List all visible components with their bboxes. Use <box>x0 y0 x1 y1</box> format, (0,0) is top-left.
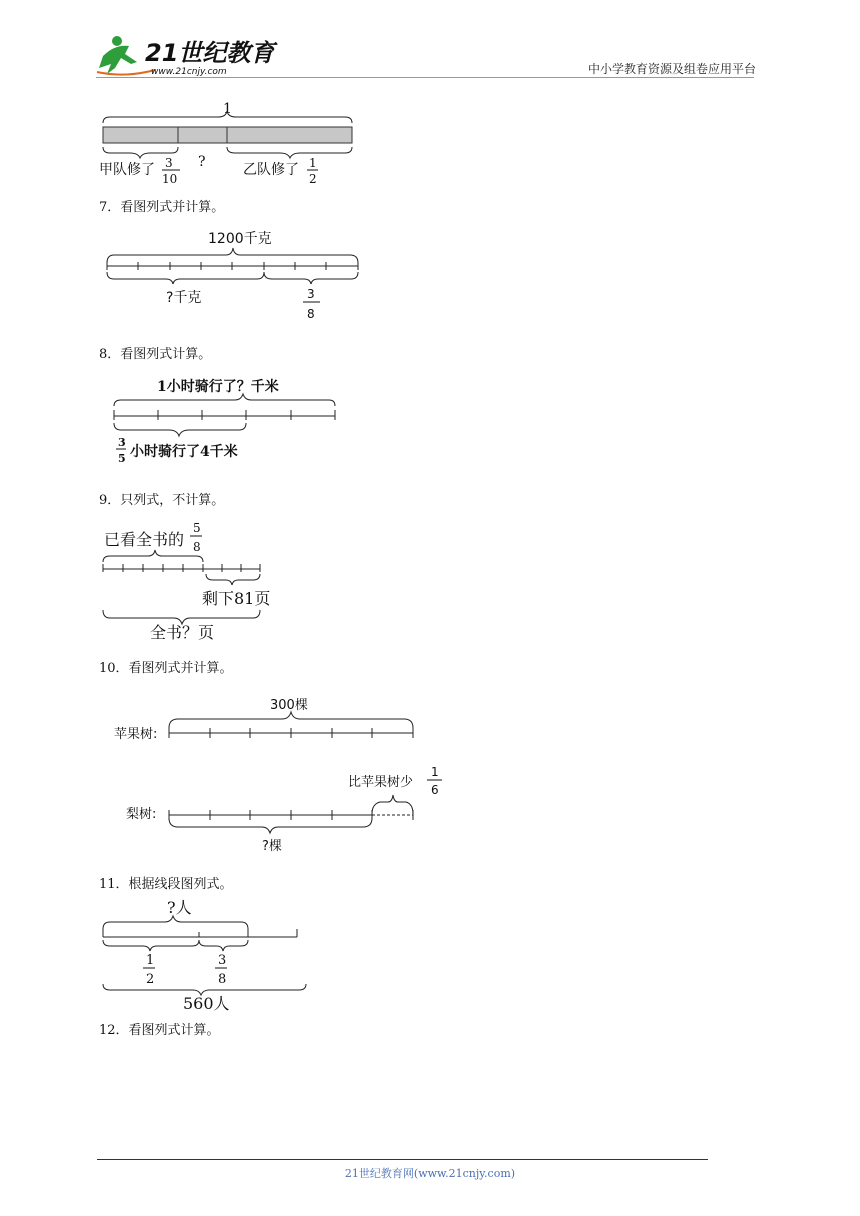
q10-num: 1 <box>431 765 439 779</box>
q7-left-label: ?千克 <box>166 290 202 306</box>
q10-question-label: ?棵 <box>262 839 282 854</box>
q10-title: 10．看图列式并计算。 <box>99 661 233 676</box>
q10-less-label: 比苹果树少 <box>348 775 414 790</box>
q9-total-label: 全书？页 <box>150 623 215 642</box>
q9-top-label: 已看全书的 <box>104 530 185 549</box>
q8-num: 3 <box>118 436 126 449</box>
q6-a-den: 10 <box>162 172 178 186</box>
q10-pear-label: 梨树: <box>126 807 157 822</box>
q8-figure <box>105 372 355 474</box>
header-platform-text: 中小学教育资源及组卷应用平台 <box>587 62 756 76</box>
q11-total-label: 560人 <box>183 994 230 1013</box>
q9-num: 5 <box>193 521 201 535</box>
q11-figure <box>97 896 317 1020</box>
q6-b-den: 2 <box>309 172 317 186</box>
q6-mid-label: ? <box>198 154 206 170</box>
q10-den: 6 <box>431 783 439 797</box>
q8-title: 8．看图列式计算。 <box>99 347 212 362</box>
footer-text: 21世纪教育网(www.21cnjy.com) <box>344 1167 516 1180</box>
q6-a-label: 甲队修了 <box>99 162 155 178</box>
q6-b-num: 1 <box>309 156 317 170</box>
logo-main-text: 21世纪教育 <box>145 39 275 67</box>
q9-remain-label: 剩下81页 <box>202 589 271 608</box>
q11-title: 11．根据线段图列式。 <box>99 877 233 892</box>
header-divider <box>96 77 754 78</box>
q10-apple-label: 苹果树: <box>114 727 158 742</box>
q8-den: 5 <box>118 452 126 465</box>
q11-top-label: ?人 <box>167 898 192 917</box>
q6-a-num: 3 <box>165 156 173 170</box>
q6-b-label: 乙队修了 <box>243 162 299 178</box>
q6-total-label: 1 <box>223 101 232 117</box>
q10-top-label: 300棵 <box>270 698 308 713</box>
q7-den: 8 <box>307 307 315 321</box>
logo <box>95 34 295 80</box>
q12-title: 12．看图列式计算。 <box>99 1023 220 1038</box>
footer-divider <box>97 1159 708 1160</box>
q7-num: 3 <box>307 287 315 301</box>
q7-top-label: 1200千克 <box>208 231 272 247</box>
q9-figure <box>98 518 318 650</box>
q8-bottom-label: 小时骑行了4千米 <box>130 444 238 460</box>
q11-den1: 2 <box>146 972 155 987</box>
q9-title: 9．只列式，不计算。 <box>99 493 225 508</box>
q7-title: 7．看图列式并计算。 <box>99 200 225 215</box>
q10-figure <box>110 690 460 864</box>
q11-num2: 3 <box>218 953 227 968</box>
q11-num1: 1 <box>146 953 155 968</box>
q9-den: 8 <box>193 540 201 554</box>
q8-top-label: 1小时骑行了？千米 <box>157 379 279 395</box>
q7-figure <box>100 226 370 334</box>
q6-figure <box>90 96 370 192</box>
logo-url-text: www.21cnjy.com <box>151 67 227 77</box>
q11-den2: 8 <box>218 972 227 987</box>
